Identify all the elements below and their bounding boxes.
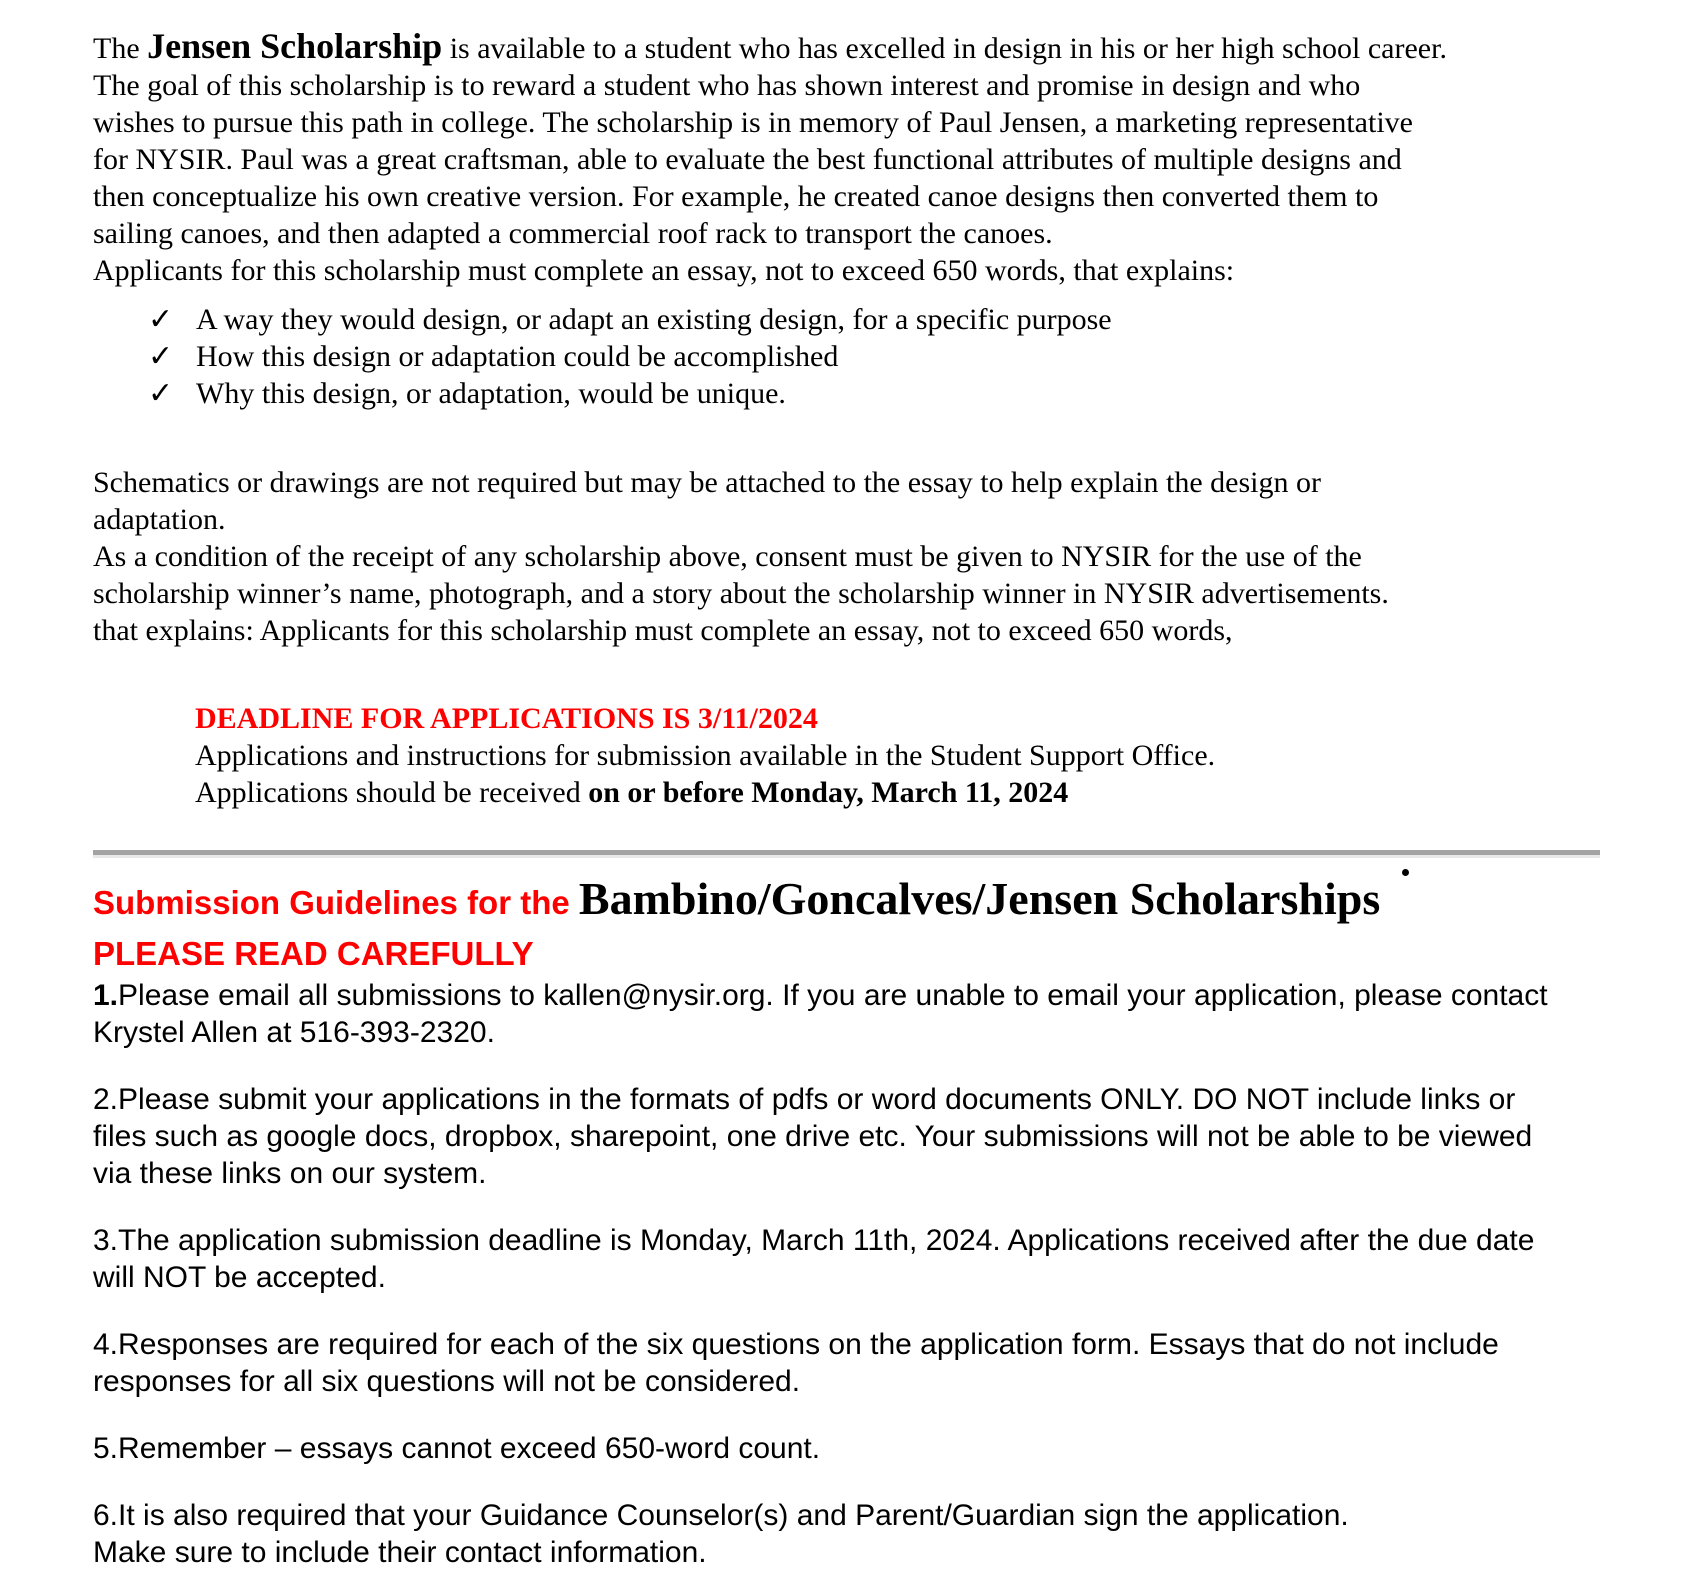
guideline-item-2 — [93, 1081, 1668, 1192]
guideline-line — [93, 1430, 1668, 1467]
guideline-line: files such as google docs, dropbox, sharepoint, one drive etc. Your submissions will not be able to be viewed — [93, 1120, 1533, 1153]
guideline-item-6 — [93, 1497, 1668, 1571]
list-item — [148, 375, 1668, 412]
body-line: that explains: Applicants for this scholarship must complete an essay, not to exceed 650 words, — [93, 614, 1233, 647]
received-prefix: Applications should be received — [195, 776, 589, 809]
guideline-text: It is also required that your Guidance Counselor(s) and Parent/Guardian sign the application. — [118, 1499, 1349, 1532]
list-item — [148, 301, 1668, 338]
read-carefully-subheading: PLEASE READ CAREFULLY — [93, 935, 534, 972]
conditions-paragraph — [93, 464, 1668, 649]
list-item-text: A way they would design, or adapt an existing design, for a specific purpose — [196, 303, 1112, 336]
list-item — [148, 338, 1668, 375]
list-item-text: How this design or adaptation could be accomplished — [196, 340, 839, 373]
guideline-text: Please email all submissions to kallen@nysir.org. If you are unable to email your application, please contact — [118, 979, 1548, 1012]
guideline-line: via these links on our system. — [93, 1157, 487, 1190]
guideline-line: responses for all six questions will not be considered. — [93, 1365, 801, 1398]
checkmark-icon: ✓ — [148, 377, 174, 410]
guideline-text: The application submission deadline is Monday, March 11th, 2024. Applications received after the due date — [118, 1224, 1535, 1257]
guideline-line — [93, 1222, 1668, 1259]
guideline-item-1 — [93, 977, 1668, 1051]
bullet-dot — [1402, 869, 1409, 876]
item-number: 4. — [93, 1328, 119, 1361]
item-number: 6. — [93, 1499, 119, 1532]
item-number: 1. — [93, 979, 119, 1012]
guidelines-heading — [93, 874, 1668, 935]
guidelines-heading-title: Bambino/Goncalves/Jensen Scholarships — [578, 873, 1381, 924]
intro-line: then conceptualize his own creative version. For example, he created canoe designs then converted them to — [93, 180, 1379, 213]
item-number: 2. — [93, 1083, 119, 1116]
scholarship-name-bold: Jensen Scholarship — [147, 26, 443, 66]
item-number: 5. — [93, 1432, 119, 1465]
guideline-line: will NOT be accepted. — [93, 1261, 386, 1294]
essay-requirements-list — [93, 301, 1668, 412]
guideline-line — [93, 977, 1668, 1014]
section-divider — [93, 850, 1600, 858]
intro-line1-rest: is available to a student who has excelled in design in his or her high school career. — [442, 32, 1447, 65]
guideline-text: Remember – essays cannot exceed 650-word count. — [118, 1432, 821, 1465]
intro-line1-prefix: The — [93, 32, 148, 65]
guideline-item-4 — [93, 1326, 1668, 1400]
item-number: 3. — [93, 1224, 119, 1257]
guidelines-heading-red: Submission Guidelines for the — [93, 884, 579, 921]
deadline-instructions: Applications and instructions for submission available in the Student Support Office. — [195, 739, 1216, 772]
body-line: scholarship winner’s name, photograph, and a story about the scholarship winner in NYSIR advertisements. — [93, 577, 1389, 610]
deadline-received-line — [195, 774, 1668, 811]
guideline-text: Responses are required for each of the six questions on the application form. Essays that do not include — [118, 1328, 1499, 1361]
guideline-item-5 — [93, 1430, 1668, 1467]
intro-paragraph — [93, 28, 1668, 289]
intro-line: for NYSIR. Paul was a great craftsman, able to evaluate the best functional attributes of multiple designs and — [93, 143, 1402, 176]
intro-line: sailing canoes, and then adapted a commercial roof rack to transport the canoes. — [93, 217, 1053, 250]
guideline-line — [93, 1497, 1668, 1534]
list-item-text: Why this design, or adaptation, would be unique. — [196, 377, 786, 410]
guideline-line: Krystel Allen at 516-393-2320. — [93, 1016, 495, 1049]
guideline-line — [93, 1326, 1668, 1363]
guideline-line — [93, 1081, 1668, 1118]
checkmark-icon: ✓ — [148, 303, 174, 336]
deadline-section — [93, 700, 1668, 811]
guideline-line: Make sure to include their contact information. — [93, 1536, 707, 1569]
intro-line: Applicants for this scholarship must complete an essay, not to exceed 650 words, that explains: — [93, 254, 1235, 287]
guideline-text: Please submit your applications in the formats of pdfs or word documents ONLY. DO NOT include links or — [118, 1083, 1516, 1116]
intro-line — [93, 28, 1668, 67]
deadline-heading: DEADLINE FOR APPLICATIONS IS 3/11/2024 — [195, 702, 818, 735]
body-line: adaptation. — [93, 503, 226, 536]
received-date-bold: on or before Monday, March 11, 2024 — [588, 776, 1069, 809]
body-line: Schematics or drawings are not required but may be attached to the essay to help explain the design or — [93, 466, 1321, 499]
intro-line: The goal of this scholarship is to reward a student who has shown interest and promise in design and who — [93, 69, 1361, 102]
checkmark-icon: ✓ — [148, 340, 174, 373]
intro-line: wishes to pursue this path in college. The scholarship is in memory of Paul Jensen, a marketing representative — [93, 106, 1413, 139]
guideline-item-3 — [93, 1222, 1668, 1296]
body-line: As a condition of the receipt of any scholarship above, consent must be given to NYSIR for the use of the — [93, 540, 1362, 573]
